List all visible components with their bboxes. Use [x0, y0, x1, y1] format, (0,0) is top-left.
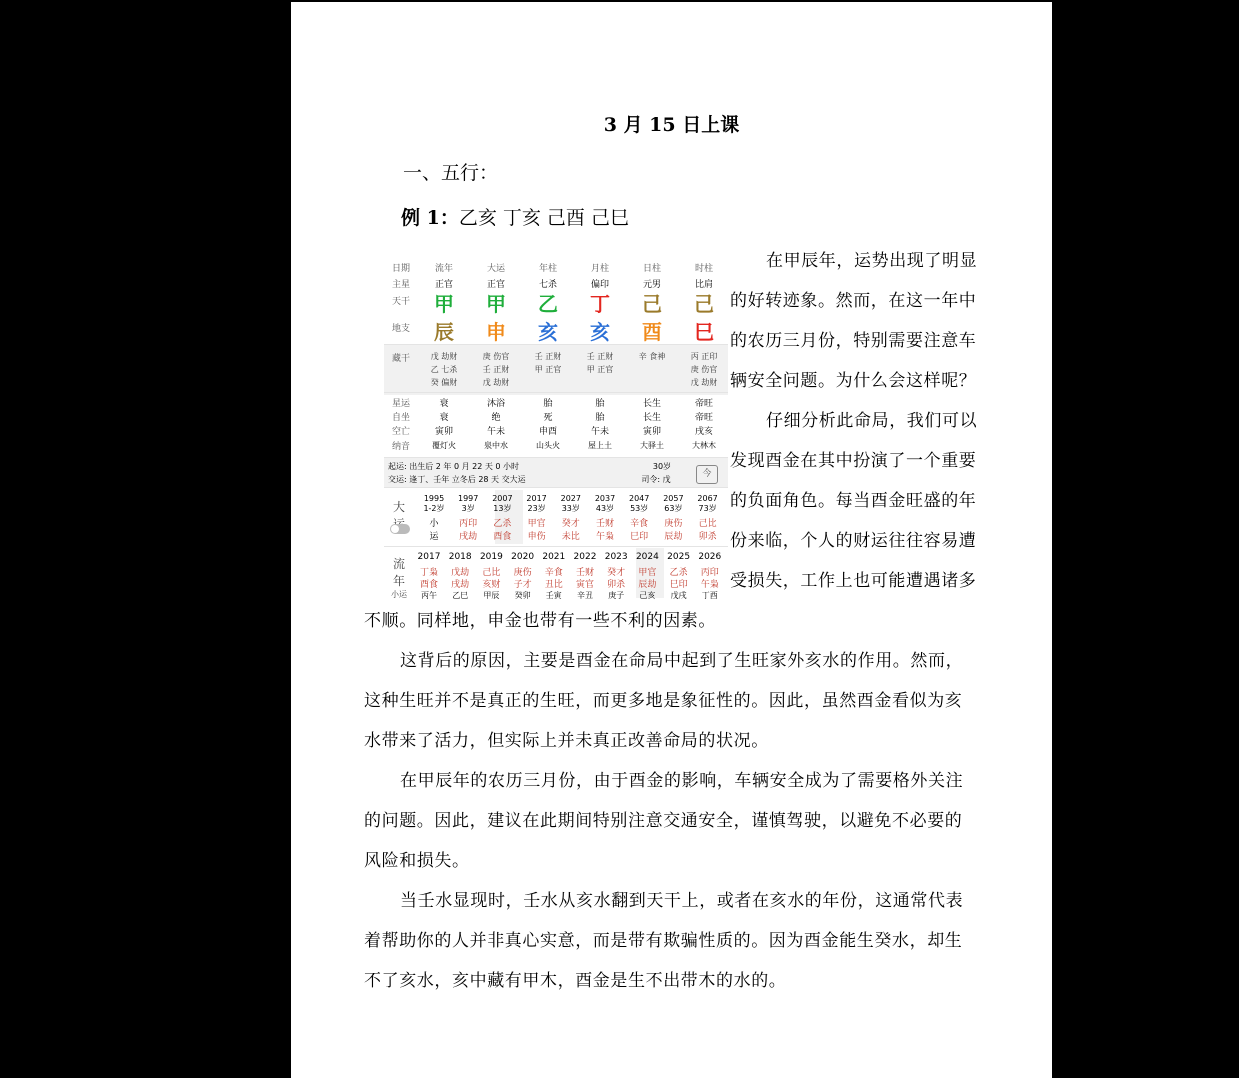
dayun-age: 23岁 — [527, 504, 546, 513]
paragraph-3 — [364, 641, 963, 761]
column-header: 大运 — [486, 264, 505, 274]
liunian-year: 2023 — [604, 552, 628, 562]
document-page — [291, 2, 1052, 1078]
liunian-stem: 丁枭 — [419, 568, 438, 578]
self-seat: 帝旺 — [694, 413, 713, 423]
column-header: 流年 — [434, 264, 453, 274]
main-star: 正官 — [486, 280, 505, 290]
dayun-year: 2027 — [560, 494, 581, 503]
nayin: 屋上土 — [588, 441, 612, 450]
dayun-age: 43岁 — [595, 504, 615, 513]
dayun-year: 2047 — [629, 494, 650, 503]
void-branch: 寅卯 — [642, 427, 661, 437]
star-luck: 长生 — [642, 399, 661, 409]
xiaoyun-value: 乙巳 — [452, 591, 469, 600]
dayun-stem: 甲官 — [527, 519, 546, 529]
dayun-stem: 乙杀 — [493, 519, 512, 529]
earthly-branch: 巳 — [694, 320, 714, 344]
liunian-branch: 卯杀 — [607, 580, 626, 590]
nayin: 山头火 — [536, 441, 560, 450]
main-star: 比肩 — [694, 280, 713, 290]
self-seat: 长生 — [642, 413, 661, 423]
star-luck: 衰 — [439, 399, 449, 409]
dayun-stem: 癸才 — [561, 519, 580, 529]
column-header: 时柱 — [694, 264, 713, 274]
jiaoyun-text: 交运: 逢丁、壬年 立冬后 28 天 交大运 — [388, 475, 526, 484]
earthly-branch: 申 — [486, 320, 506, 344]
liunian-year: 2018 — [448, 552, 472, 562]
dayun-stem: 辛食 — [630, 519, 649, 529]
dayun-branch: 运 — [429, 532, 439, 542]
paragraph-line: 这背后的原因，主要是酉金在命局中起到了生旺家外亥水的作用。然而， — [400, 651, 964, 671]
hidden-stem: 壬 正财 — [534, 352, 562, 361]
liunian-stem: 辛食 — [544, 568, 563, 578]
dayun-age: 73岁 — [698, 504, 717, 513]
row-label: 主星 — [391, 280, 410, 290]
dayun-stem: 壬财 — [595, 519, 614, 529]
self-seat: 衰 — [439, 413, 449, 423]
section-heading: 一、五行： — [403, 162, 499, 184]
age-text: 30岁 — [652, 462, 672, 471]
hidden-stem: 壬 正财 — [482, 365, 510, 374]
hidden-stem: 甲 正官 — [586, 365, 614, 374]
dayun-branch: 巳印 — [630, 532, 649, 542]
row-label: 纳音 — [391, 442, 410, 452]
earthly-branch: 亥 — [590, 320, 610, 344]
heavenly-stem: 甲 — [434, 292, 454, 316]
liunian-branch: 午枭 — [700, 580, 719, 590]
paragraph-line: 当壬水显现时，壬水从亥水翻到天干上，或者在亥水的年份，这通常代表 — [400, 891, 964, 911]
liunian-branch: 巳印 — [669, 580, 688, 590]
liunian-year: 2025 — [667, 552, 691, 562]
dayun-year: 2057 — [663, 494, 684, 503]
divider — [384, 344, 728, 345]
liunian-year: 2022 — [573, 552, 597, 562]
hidden-stem: 丙 正印 — [690, 352, 718, 361]
earthly-branch: 亥 — [538, 320, 558, 344]
liunian-year: 2026 — [698, 552, 722, 562]
hidden-stem: 癸 偏财 — [430, 378, 458, 387]
void-branch: 午未 — [590, 427, 609, 437]
hidden-stem: 庚 伤官 — [690, 365, 718, 374]
dayun-branch: 酉食 — [493, 532, 512, 542]
row-label: 天干 — [391, 297, 410, 307]
dayun-year: 2007 — [492, 494, 513, 503]
heavenly-stem: 甲 — [486, 292, 506, 316]
hidden-stem: 辛 食神 — [638, 352, 666, 361]
liunian-year: 2021 — [542, 552, 566, 562]
main-star: 正官 — [434, 280, 453, 290]
paragraph-line: 不顺。同样地，申金也带有一些不利的因素。 — [364, 611, 716, 631]
xiaoyun-value: 甲辰 — [483, 591, 500, 600]
paragraph-2 — [730, 401, 977, 601]
hidden-stem: 壬 正财 — [586, 352, 614, 361]
paragraph-line: 的农历三月份，特别需要注意车 — [730, 331, 977, 351]
paragraph-line: 受损失，工作上也可能遭遇诸多 — [730, 571, 977, 591]
row-label: 星运 — [391, 399, 410, 409]
liunian-year: 2019 — [479, 552, 503, 562]
liunian-year: 2024 — [635, 552, 659, 562]
row-label: 日期 — [391, 264, 410, 274]
paragraph-line: 在甲辰年，运势出现了明显 — [766, 251, 978, 271]
paragraph-line: 的问题。因此，建议在此期间特别注意交通安全，谨慎驾驶，以避免不必要的 — [364, 811, 963, 831]
hidden-stem: 戊 劫财 — [690, 378, 718, 387]
liunian-stem: 乙杀 — [669, 568, 688, 578]
paragraph-2-tail — [364, 601, 716, 641]
liunian-branch: 寅官 — [575, 580, 594, 590]
xiaoyun-value: 戊戌 — [670, 591, 687, 600]
paragraph-line: 辆安全问题。为什么会这样呢？ — [730, 371, 977, 391]
dayun-branch: 辰劫 — [664, 532, 683, 542]
void-branch: 戌亥 — [694, 427, 713, 437]
star-luck: 帝旺 — [694, 399, 713, 409]
xiaoyun-value: 己亥 — [639, 591, 656, 600]
paragraph-line: 不了亥水，亥中藏有甲木，酉金是生不出带木的水的。 — [364, 971, 787, 991]
liunian-branch: 辰劫 — [638, 580, 657, 590]
void-branch: 午未 — [486, 427, 505, 437]
earthly-branch: 辰 — [434, 320, 454, 344]
liunian-stem: 己比 — [482, 568, 501, 578]
paragraph-line: 在甲辰年的农历三月份，由于酉金的影响，车辆安全成为了需要格外关注 — [400, 771, 964, 791]
paragraph-line: 的好转迹象。然而，在这一年中 — [730, 291, 977, 311]
divider — [384, 457, 728, 458]
liunian-stem: 甲官 — [638, 568, 657, 578]
xiaoyun-value: 丙午 — [421, 591, 437, 600]
dayun-label: 大 — [392, 500, 405, 514]
dayun-stem: 丙印 — [459, 519, 478, 529]
dayun-branch: 未比 — [561, 532, 580, 542]
paragraph-line: 风险和损失。 — [364, 851, 470, 871]
dayun-stem: 庚伤 — [664, 519, 683, 529]
paragraph-4 — [364, 761, 963, 881]
star-luck: 胎 — [543, 399, 553, 409]
liunian-stem: 丙印 — [700, 568, 719, 578]
dayun-age: 53岁 — [630, 504, 649, 513]
liunian-branch: 亥财 — [482, 580, 501, 590]
qiyun-text: 起运: 出生后 2 年 0 月 22 天 0 小时 — [388, 462, 520, 471]
divider — [384, 546, 728, 547]
example-label: 例 1： — [401, 207, 459, 229]
dayun-stem: 己比 — [698, 519, 717, 529]
hidden-stem: 乙 七杀 — [430, 365, 458, 374]
liunian-stem: 戊劫 — [451, 568, 470, 578]
xiaoyun-value: 癸卯 — [514, 591, 531, 600]
heavenly-stem: 己 — [642, 292, 662, 316]
main-star: 偏印 — [590, 280, 609, 290]
example-text: 乙亥 丁亥 己酉 己巳 — [458, 207, 629, 229]
bazi-chart-image — [384, 250, 728, 606]
paragraph-1 — [730, 241, 977, 401]
void-branch: 寅卯 — [434, 427, 453, 437]
hidden-stem: 庚 伤官 — [482, 352, 510, 361]
divider — [384, 487, 728, 488]
divider — [384, 392, 728, 393]
row-label: 藏干 — [391, 354, 410, 364]
heavenly-stem: 乙 — [538, 292, 558, 316]
dayun-branch: 午枭 — [595, 532, 614, 542]
dayun-age: 63岁 — [664, 504, 683, 513]
main-star: 七杀 — [538, 280, 557, 290]
main-star: 元男 — [642, 280, 661, 290]
hidden-stem: 戊 劫财 — [482, 378, 510, 387]
paragraph-5 — [364, 881, 963, 1001]
star-luck: 胎 — [595, 399, 605, 409]
dayun-year: 1995 — [423, 494, 445, 503]
dayun-year: 2067 — [697, 494, 718, 503]
earthly-branch: 酉 — [642, 320, 662, 344]
liunian-branch: 子才 — [513, 580, 532, 590]
nayin: 大驿土 — [640, 441, 664, 450]
paragraph-line: 仔细分析此命局，我们可以 — [766, 411, 978, 431]
dayun-year: 1997 — [458, 494, 479, 503]
paragraph-line: 份来临，个人的财运往往容易遭 — [730, 531, 977, 551]
liunian-stem: 庚伤 — [513, 568, 532, 578]
void-branch: 申酉 — [538, 427, 557, 437]
liunian-stem: 癸才 — [607, 568, 626, 578]
dayun-year: 2037 — [594, 494, 616, 503]
column-header: 日柱 — [642, 264, 661, 274]
dayun-branch: 戌劫 — [459, 532, 478, 542]
hidden-stem: 甲 正官 — [534, 365, 562, 374]
dayun-stem: 小 — [429, 519, 439, 529]
column-header: 年柱 — [538, 264, 557, 274]
paragraph-line: 这种生旺并不是真正的生旺，而更多地是象征性的。因此，虽然酉金看似为亥 — [364, 691, 963, 711]
paragraph-line: 水带来了活力，但实际上并未真正改善命局的状况。 — [364, 731, 769, 751]
document-title: 3 月 15 日上课 — [603, 114, 740, 136]
star-luck: 沐浴 — [486, 399, 505, 409]
xiaoyun-value: 丁酉 — [701, 591, 718, 600]
example-line — [401, 203, 629, 230]
row-label: 自坐 — [391, 413, 410, 423]
heavenly-stem: 己 — [694, 292, 714, 316]
row-label: 地支 — [391, 324, 410, 334]
liunian-branch: 丑比 — [544, 580, 563, 590]
dayun-age: 3岁 — [461, 504, 475, 513]
self-seat: 死 — [543, 413, 553, 423]
dayun-age: 33岁 — [561, 504, 580, 513]
nayin: 泉中水 — [484, 441, 508, 450]
xiaoyun-value: 辛丑 — [577, 591, 593, 600]
xiaoyun-value: 庚子 — [608, 591, 625, 600]
row-label: 空亡 — [391, 427, 410, 437]
liunian-stem: 壬财 — [575, 568, 594, 578]
calendar-icon[interactable]: 今 — [696, 465, 718, 484]
paragraph-line: 的负面角色。每当酉金旺盛的年 — [730, 491, 977, 511]
liunian-branch: 酉食 — [419, 580, 438, 590]
nayin: 大林木 — [692, 441, 716, 450]
paragraph-line: 发现酉金在其中扮演了一个重要 — [730, 451, 977, 471]
liunian-year: 2020 — [511, 552, 535, 562]
dayun-branch: 申伤 — [527, 532, 546, 542]
nayin: 覆灯火 — [432, 441, 456, 450]
hidden-stem: 戊 劫财 — [430, 352, 458, 361]
self-seat: 胎 — [595, 413, 605, 423]
liunian-branch: 戌劫 — [451, 580, 470, 590]
dayun-branch: 卯杀 — [698, 532, 717, 542]
xiaoyun-value: 壬寅 — [545, 591, 562, 600]
liunian-label: 流年 — [392, 557, 405, 588]
siling-text: 司令: 戊 — [641, 475, 671, 484]
dayun-year: 2017 — [526, 494, 547, 503]
self-seat: 绝 — [491, 413, 501, 423]
dayun-toggle[interactable] — [390, 524, 410, 534]
dayun-age: 1-2岁 — [423, 504, 445, 513]
heavenly-stem: 丁 — [590, 292, 610, 316]
column-header: 月柱 — [590, 264, 609, 274]
xiaoyun-label: 小运 — [391, 590, 407, 599]
liunian-year: 2017 — [417, 552, 441, 562]
dayun-age: 13岁 — [493, 504, 512, 513]
paragraph-line: 着帮助你的人并非真心实意，而是带有欺骗性质的。因为酉金能生癸水，却生 — [364, 931, 963, 951]
